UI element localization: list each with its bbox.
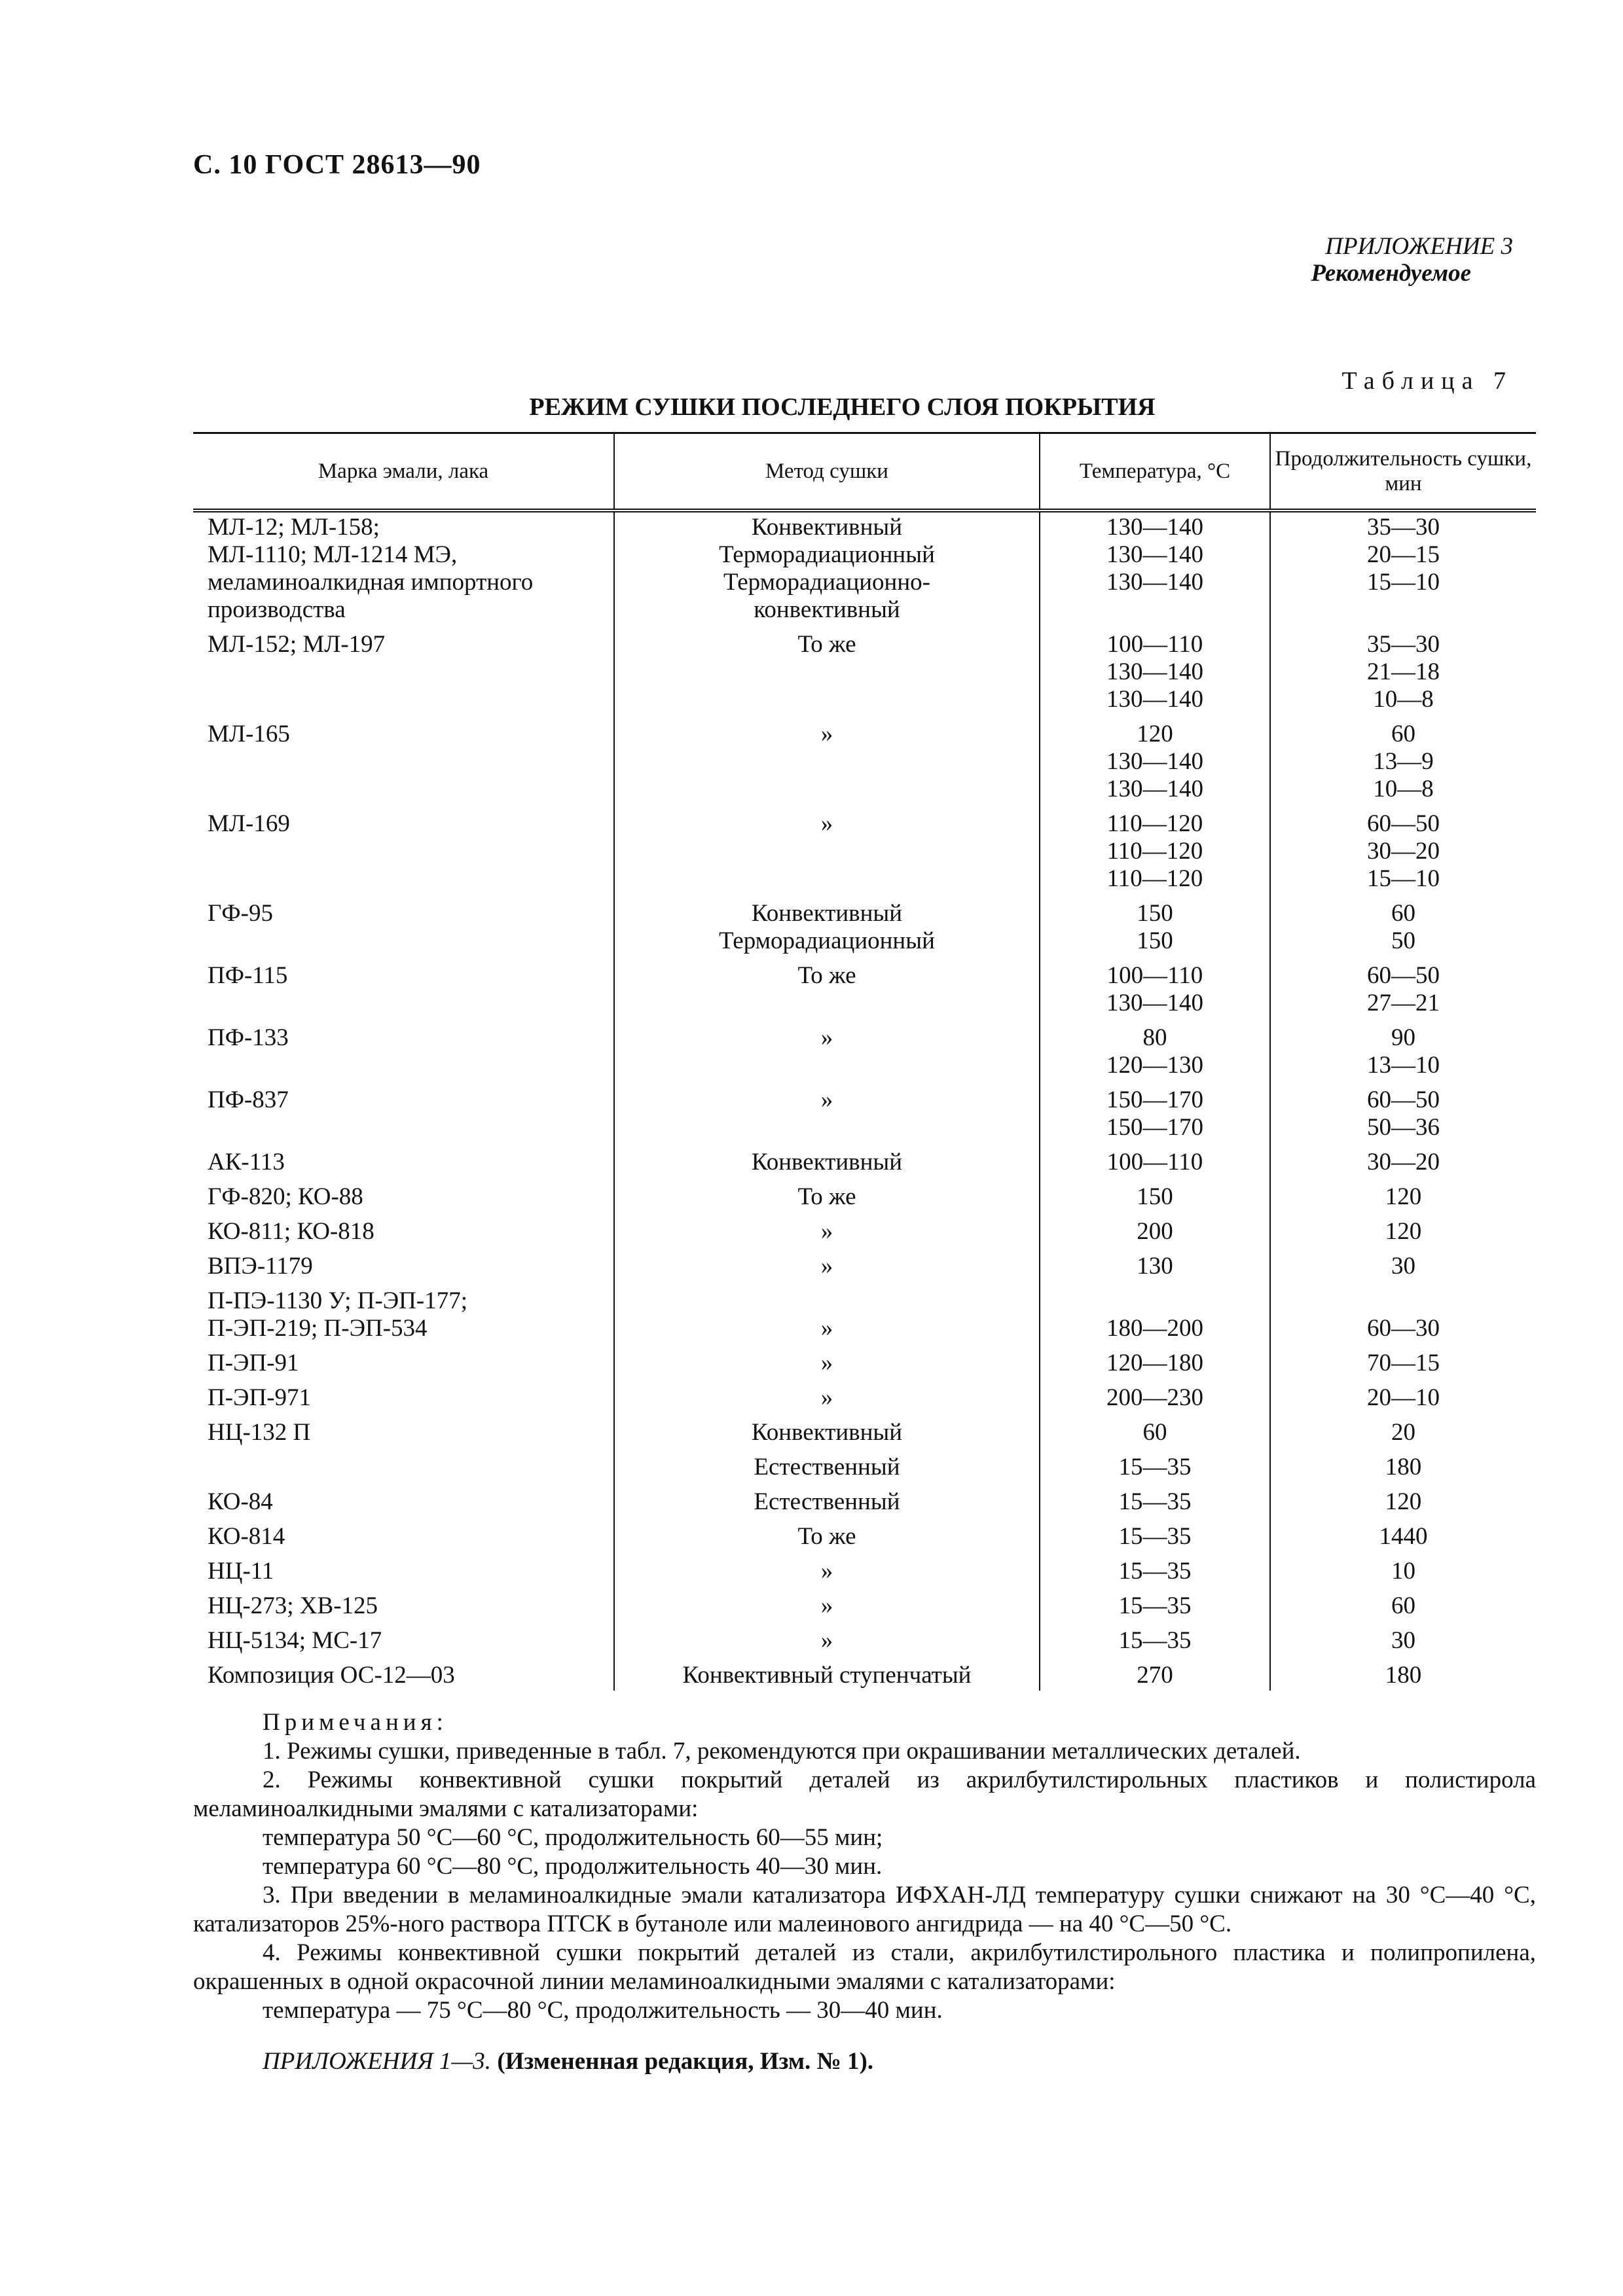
duration-cell <box>1270 1282 1536 1344</box>
method-cell <box>614 1656 1040 1691</box>
method-cell-line: То же <box>797 1522 856 1550</box>
temperature-cell-line: 150 <box>1137 927 1173 954</box>
temperature-cell-line: 15—35 <box>1118 1626 1192 1654</box>
temperature-cell-line: 15—35 <box>1118 1557 1192 1585</box>
mark-cell <box>193 1344 614 1378</box>
method-cell-line: » <box>820 720 833 747</box>
mark-cell <box>193 1212 614 1247</box>
mark-cell-line: КО-84 <box>208 1488 273 1515</box>
method-cell-line: конвективный <box>754 596 900 623</box>
temperature-cell-line: 130 <box>1137 1252 1173 1280</box>
temperature-cell <box>1040 1282 1270 1344</box>
duration-cell <box>1270 804 1536 894</box>
duration-cell-line: 60 <box>1391 1592 1415 1619</box>
table-row <box>193 1656 1536 1691</box>
col-header-mark: Марка эмали, лака <box>193 433 614 511</box>
mark-cell-line: производства <box>208 596 346 623</box>
amendment-footer <box>193 2047 1536 2076</box>
mark-cell-line: ПФ-115 <box>208 961 288 989</box>
duration-cell-line: 120 <box>1385 1488 1422 1515</box>
duration-cell <box>1270 1247 1536 1282</box>
duration-cell-line: 60 <box>1391 899 1415 927</box>
method-cell <box>614 894 1040 956</box>
duration-cell-line: 60—50 <box>1367 961 1440 989</box>
temperature-cell-line: 150—170 <box>1106 1086 1203 1113</box>
method-cell-line: » <box>820 1557 833 1585</box>
table-row <box>193 1378 1536 1413</box>
method-cell <box>614 1282 1040 1344</box>
temperature-cell-line: 150—170 <box>1106 1113 1203 1141</box>
page-header: С. 10 ГОСТ 28613—90 <box>193 150 481 180</box>
temperature-cell-line: 120—180 <box>1106 1349 1203 1376</box>
method-cell <box>614 1587 1040 1621</box>
mark-cell-line: меламиноалкидная импортного <box>208 568 534 596</box>
duration-cell-line: 13—10 <box>1367 1051 1440 1079</box>
appendix-status: Рекомендуемое <box>1311 260 1471 287</box>
note-4-line-1: температура — 75 °С—80 °С, продолжительность — 30—40 мин. <box>263 1997 943 2024</box>
temperature-cell-line: 180—200 <box>1106 1314 1203 1342</box>
mark-cell-line: МЛ-152; МЛ-197 <box>208 630 386 658</box>
temperature-cell-line: 130—140 <box>1106 568 1203 596</box>
method-cell <box>614 1143 1040 1177</box>
method-cell <box>614 1344 1040 1378</box>
temperature-cell-line: 130—140 <box>1106 989 1203 1016</box>
method-cell-line: Конвективный <box>751 513 903 541</box>
method-cell <box>614 1413 1040 1448</box>
duration-cell-line: 35—30 <box>1367 513 1440 541</box>
method-cell-line: Терморадиационный <box>719 541 935 568</box>
duration-cell <box>1270 894 1536 956</box>
temperature-cell-line: 130—140 <box>1106 513 1203 541</box>
table-row <box>193 1344 1536 1378</box>
mark-cell-line: МЛ-12; МЛ-158; <box>208 513 380 541</box>
mark-cell-line: НЦ-132 П <box>208 1418 311 1446</box>
duration-cell-line: 60—50 <box>1367 810 1440 837</box>
mark-cell-line: Композиция ОС-12—03 <box>208 1661 455 1689</box>
temperature-cell-line: 130—140 <box>1106 658 1203 685</box>
mark-cell <box>193 1247 614 1282</box>
mark-cell-line: П-ЭП-971 <box>208 1384 312 1411</box>
duration-cell-line: 30—20 <box>1367 837 1440 865</box>
table-title: РЕЖИМ СУШКИ ПОСЛЕДНЕГО СЛОЯ ПОКРЫТИЯ <box>529 393 1156 421</box>
duration-cell <box>1270 1621 1536 1656</box>
mark-cell <box>193 1413 614 1448</box>
mark-cell <box>193 1081 614 1143</box>
table-row <box>193 956 1536 1018</box>
method-cell-line: » <box>820 1384 833 1411</box>
method-cell-line: То же <box>797 630 856 658</box>
table-row <box>193 804 1536 894</box>
duration-cell-line: 120 <box>1385 1217 1422 1245</box>
temperature-cell <box>1040 1656 1270 1691</box>
mark-cell <box>193 511 614 625</box>
mark-cell <box>193 1143 614 1177</box>
duration-cell-line: 10 <box>1391 1557 1415 1585</box>
table-row <box>193 1177 1536 1212</box>
duration-cell <box>1270 1552 1536 1587</box>
temperature-cell <box>1040 1517 1270 1552</box>
mark-cell <box>193 1621 614 1656</box>
drying-mode-table <box>193 432 1536 1691</box>
duration-cell-line: 15—10 <box>1367 865 1440 892</box>
duration-cell-line: 180 <box>1385 1453 1422 1480</box>
method-cell <box>614 1212 1040 1247</box>
duration-cell-line: 35—30 <box>1367 630 1440 658</box>
table-row <box>193 1282 1536 1344</box>
table-row <box>193 1413 1536 1448</box>
mark-cell-line: П-ПЭ-1130 У; П-ЭП-177; <box>208 1287 467 1314</box>
note-3: 3. При введении в меламиноалкидные эмали катализатора ИФХАН-ЛД температуру сушки снижают на 30 °С—40 °С, катализаторов 25%-ного раствора ПТСК в бутаноле или малеинового ангидрида — на 40 °С—50 °С. <box>193 1882 1536 1937</box>
method-cell-line <box>620 1287 1034 1315</box>
duration-cell-line: 10—8 <box>1373 685 1434 713</box>
temperature-cell <box>1040 1081 1270 1143</box>
duration-cell <box>1270 1448 1536 1482</box>
temperature-cell-line: 200 <box>1137 1217 1173 1245</box>
table-row <box>193 715 1536 804</box>
temperature-cell-line: 15—35 <box>1118 1488 1192 1515</box>
duration-cell-line <box>1276 1287 1531 1315</box>
note-2-line-1: температура 50 °С—60 °С, продолжительность 60—55 мин; <box>263 1824 883 1851</box>
duration-cell <box>1270 1587 1536 1621</box>
table-number: Таблица 7 <box>1341 367 1513 395</box>
method-cell-line: Конвективный ступенчатый <box>682 1661 972 1689</box>
method-cell-line: Терморадиационно- <box>723 568 930 596</box>
footer-amendment: (Измененная редакция, Изм. № 1). <box>497 2048 874 2075</box>
duration-cell <box>1270 1143 1536 1177</box>
mark-cell-line <box>208 1454 608 1481</box>
duration-cell-line: 30—20 <box>1367 1148 1440 1175</box>
temperature-cell-line: 120 <box>1137 720 1173 747</box>
duration-cell-line: 60 <box>1391 720 1415 747</box>
table-header-row <box>193 433 1536 511</box>
temperature-cell-line: 15—35 <box>1118 1592 1192 1619</box>
table-row <box>193 1482 1536 1517</box>
mark-cell <box>193 1018 614 1081</box>
temperature-cell-line: 15—35 <box>1118 1522 1192 1550</box>
method-cell-line: » <box>820 1592 833 1619</box>
mark-cell-line: П-ЭП-91 <box>208 1349 299 1376</box>
method-cell-line: Естественный <box>754 1453 900 1480</box>
temperature-cell <box>1040 1413 1270 1448</box>
temperature-cell <box>1040 511 1270 625</box>
col-header-method: Метод сушки <box>614 433 1040 511</box>
temperature-cell-line: 60 <box>1142 1418 1167 1446</box>
duration-cell-line: 27—21 <box>1367 989 1440 1016</box>
temperature-cell <box>1040 1378 1270 1413</box>
method-cell <box>614 1177 1040 1212</box>
duration-cell-line: 15—10 <box>1367 568 1440 596</box>
temperature-cell <box>1040 1587 1270 1621</box>
mark-cell <box>193 1656 614 1691</box>
duration-cell-line: 21—18 <box>1367 658 1440 685</box>
mark-cell-line: НЦ-5134; МС-17 <box>208 1626 382 1654</box>
duration-cell <box>1270 625 1536 715</box>
note-2: 2. Режимы конвективной сушки покрытий деталей из акрилбутилстирольных пластиков и полистирола меламиноалкидными эмалями с катализаторами: <box>193 1767 1536 1822</box>
duration-cell-line: 20 <box>1391 1418 1415 1446</box>
duration-cell-line: 70—15 <box>1367 1349 1440 1376</box>
temperature-cell <box>1040 1247 1270 1282</box>
temperature-cell-line: 80 <box>1142 1024 1167 1051</box>
method-cell <box>614 511 1040 625</box>
mark-cell-line: КО-811; КО-818 <box>208 1217 374 1245</box>
mark-cell <box>193 956 614 1018</box>
temperature-cell <box>1040 1212 1270 1247</box>
table-row <box>193 1081 1536 1143</box>
mark-cell-line: КО-814 <box>208 1522 285 1550</box>
mark-cell-line: АК-113 <box>208 1148 285 1175</box>
appendix-label: ПРИЛОЖЕНИЕ 3 <box>1325 233 1513 260</box>
duration-cell <box>1270 1177 1536 1212</box>
temperature-cell-line <box>1046 1287 1264 1315</box>
note-4: 4. Режимы конвективной сушки покрытий деталей из стали, акрилбутилстирольного пластика и полипропилена, окрашенных в одной окрасочной линии меламиноалкидными эмалями с катализаторами: <box>193 1939 1536 1995</box>
method-cell <box>614 1378 1040 1413</box>
temperature-cell-line: 100—110 <box>1106 961 1203 989</box>
mark-cell <box>193 894 614 956</box>
mark-cell <box>193 1448 614 1482</box>
duration-cell-line: 50 <box>1391 927 1415 954</box>
method-cell-line: » <box>820 810 833 837</box>
duration-cell <box>1270 715 1536 804</box>
mark-cell-line: ПФ-837 <box>208 1086 289 1113</box>
method-cell-line: » <box>820 1314 833 1342</box>
temperature-cell <box>1040 894 1270 956</box>
temperature-cell-line: 130—140 <box>1106 775 1203 802</box>
duration-cell <box>1270 1378 1536 1413</box>
mark-cell <box>193 625 614 715</box>
mark-cell-line: П-ЭП-219; П-ЭП-534 <box>208 1314 428 1342</box>
duration-cell-line: 13—9 <box>1373 747 1434 775</box>
temperature-cell <box>1040 1177 1270 1212</box>
duration-cell <box>1270 1656 1536 1691</box>
temperature-cell-line <box>1046 596 1264 624</box>
method-cell-line: » <box>820 1349 833 1376</box>
duration-cell-line: 50—36 <box>1367 1113 1440 1141</box>
mark-cell-line: МЛ-165 <box>208 720 290 747</box>
temperature-cell-line: 130—140 <box>1106 685 1203 713</box>
temperature-cell <box>1040 804 1270 894</box>
col-header-duration: Продолжительность сушки, мин <box>1270 433 1536 511</box>
temperature-cell <box>1040 625 1270 715</box>
duration-cell-line: 180 <box>1385 1661 1422 1689</box>
col-header-temperature: Температура, °С <box>1040 433 1270 511</box>
duration-cell-line: 60—50 <box>1367 1086 1440 1113</box>
method-cell <box>614 1552 1040 1587</box>
duration-cell-line: 30 <box>1391 1626 1415 1654</box>
temperature-cell-line: 130—140 <box>1106 747 1203 775</box>
temperature-cell-line: 100—110 <box>1106 1148 1203 1175</box>
table-row <box>193 1517 1536 1552</box>
mark-cell-line: МЛ-1110; МЛ-1214 МЭ, <box>208 541 458 568</box>
duration-cell-line: 10—8 <box>1373 775 1434 802</box>
duration-cell <box>1270 1517 1536 1552</box>
table-row <box>193 1143 1536 1177</box>
mark-cell-line: МЛ-169 <box>208 810 290 837</box>
mark-cell-line: ВПЭ-1179 <box>208 1252 313 1280</box>
temperature-cell-line: 200—230 <box>1106 1384 1203 1411</box>
duration-cell <box>1270 1482 1536 1517</box>
table-row <box>193 625 1536 715</box>
duration-cell <box>1270 511 1536 625</box>
temperature-cell <box>1040 1552 1270 1587</box>
mark-cell <box>193 1552 614 1587</box>
temperature-cell <box>1040 1018 1270 1081</box>
duration-cell <box>1270 1344 1536 1378</box>
duration-cell <box>1270 956 1536 1018</box>
duration-cell <box>1270 1018 1536 1081</box>
mark-cell-line: НЦ-273; ХВ-125 <box>208 1592 378 1619</box>
duration-cell-line: 120 <box>1385 1183 1422 1210</box>
duration-cell <box>1270 1413 1536 1448</box>
note-1: 1. Режимы сушки, приведенные в табл. 7, рекомендуются при окрашивании металлических деталей. <box>263 1738 1301 1765</box>
mark-cell <box>193 1587 614 1621</box>
method-cell <box>614 1621 1040 1656</box>
method-cell-line: » <box>820 1024 833 1051</box>
method-cell-line: » <box>820 1626 833 1654</box>
method-cell-line: Конвективный <box>751 1148 903 1175</box>
temperature-cell <box>1040 1482 1270 1517</box>
temperature-cell-line: 150 <box>1137 1183 1173 1210</box>
method-cell-line: » <box>820 1217 833 1245</box>
method-cell-line: Конвективный <box>751 1418 903 1446</box>
temperature-cell <box>1040 1143 1270 1177</box>
method-cell <box>614 956 1040 1018</box>
method-cell <box>614 1517 1040 1552</box>
note-2-line-2: температура 60 °С—80 °С, продолжительность 40—30 мин. <box>263 1853 883 1880</box>
mark-cell-line: ГФ-95 <box>208 899 273 927</box>
method-cell-line: Естественный <box>754 1488 900 1515</box>
temperature-cell-line: 110—120 <box>1106 837 1203 865</box>
method-cell <box>614 1448 1040 1482</box>
method-cell <box>614 625 1040 715</box>
duration-cell-line: 1440 <box>1379 1522 1428 1550</box>
method-cell-line: Конвективный <box>751 899 903 927</box>
temperature-cell-line: 120—130 <box>1106 1051 1203 1079</box>
method-cell-line: » <box>820 1252 833 1280</box>
mark-cell <box>193 1378 614 1413</box>
mark-cell-line: НЦ-11 <box>208 1557 274 1585</box>
method-cell <box>614 1018 1040 1081</box>
duration-cell-line <box>1276 596 1531 624</box>
mark-cell-line: ГФ-820; КО-88 <box>208 1183 363 1210</box>
table-row <box>193 1552 1536 1587</box>
footer-appendices: ПРИЛОЖЕНИЯ 1—3. <box>263 2048 492 2075</box>
mark-cell <box>193 804 614 894</box>
mark-cell <box>193 1482 614 1517</box>
method-cell-line: » <box>820 1086 833 1113</box>
table-row <box>193 511 1536 625</box>
temperature-cell-line: 130—140 <box>1106 541 1203 568</box>
temperature-cell-line: 15—35 <box>1118 1453 1192 1480</box>
mark-cell <box>193 1282 614 1344</box>
method-cell <box>614 1247 1040 1282</box>
duration-cell <box>1270 1081 1536 1143</box>
table-row <box>193 1621 1536 1656</box>
duration-cell-line: 30 <box>1391 1252 1415 1280</box>
method-cell-line: То же <box>797 1183 856 1210</box>
temperature-cell <box>1040 715 1270 804</box>
method-cell <box>614 804 1040 894</box>
table-row <box>193 1018 1536 1081</box>
method-cell-line: Терморадиационный <box>719 927 935 954</box>
duration-cell-line: 60—30 <box>1367 1314 1440 1342</box>
method-cell <box>614 1081 1040 1143</box>
method-cell-line: То же <box>797 961 856 989</box>
temperature-cell <box>1040 1621 1270 1656</box>
table-row <box>193 1212 1536 1247</box>
mark-cell <box>193 715 614 804</box>
duration-cell-line: 20—10 <box>1367 1384 1440 1411</box>
temperature-cell-line: 270 <box>1137 1661 1173 1689</box>
duration-cell-line: 90 <box>1391 1024 1415 1051</box>
temperature-cell <box>1040 956 1270 1018</box>
temperature-cell-line: 100—110 <box>1106 630 1203 658</box>
temperature-cell-line: 110—120 <box>1106 865 1203 892</box>
mark-cell <box>193 1177 614 1212</box>
notes-heading: Примечания: <box>263 1709 448 1736</box>
table-row <box>193 894 1536 956</box>
mark-cell-line: ПФ-133 <box>208 1024 289 1051</box>
temperature-cell-line: 110—120 <box>1106 810 1203 837</box>
table-row <box>193 1247 1536 1282</box>
temperature-cell-line: 150 <box>1137 899 1173 927</box>
temperature-cell <box>1040 1344 1270 1378</box>
mark-cell <box>193 1517 614 1552</box>
duration-cell-line: 20—15 <box>1367 541 1440 568</box>
method-cell <box>614 715 1040 804</box>
notes-block <box>193 1708 1536 2076</box>
temperature-cell <box>1040 1448 1270 1482</box>
method-cell <box>614 1482 1040 1517</box>
duration-cell <box>1270 1212 1536 1247</box>
table-row <box>193 1587 1536 1621</box>
table-row <box>193 1448 1536 1482</box>
